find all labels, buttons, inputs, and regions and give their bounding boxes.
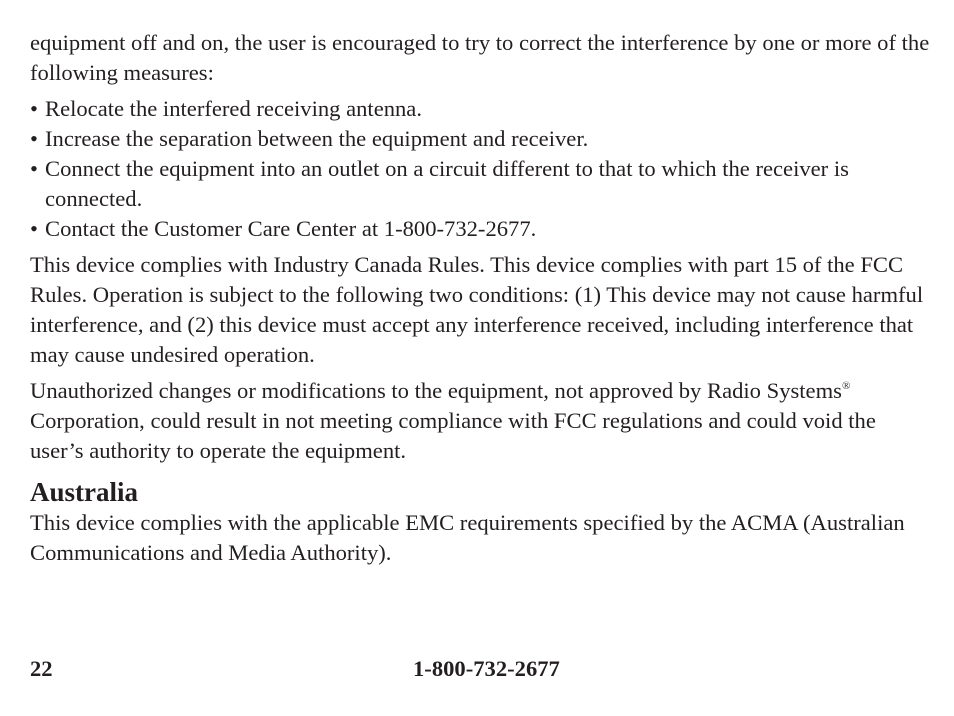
measure-text: Relocate the interfered receiving antenna. bbox=[45, 96, 422, 121]
australia-paragraph: This device complies with the applicable EMC requirements specified by the ACMA (Australian Communications and Media Authority). bbox=[30, 510, 905, 565]
list-item bbox=[30, 124, 930, 154]
measure-text: Increase the separation between the equipment and receiver. bbox=[45, 126, 589, 151]
list-item bbox=[30, 94, 930, 124]
bullet-icon: • bbox=[30, 156, 38, 181]
page-number: 22 bbox=[30, 656, 53, 681]
measures-list bbox=[30, 94, 930, 244]
measure-text: Connect the equipment into an outlet on a circuit different to that to which the receiver is connected. bbox=[45, 156, 849, 211]
measure-text: Contact the Customer Care Center at 1-800-732-2677. bbox=[45, 216, 537, 241]
unauthorized-paragraph bbox=[30, 376, 930, 466]
list-item bbox=[30, 154, 930, 214]
unauthorized-text-part2: Corporation, could result in not meeting compliance with FCC regulations and could void the user’s authority to operate the equipment. bbox=[30, 408, 876, 463]
australia-heading: Australia bbox=[30, 477, 138, 507]
page-content bbox=[30, 28, 930, 574]
intro-paragraph: equipment off and on, the user is encouraged to try to correct the interference by one or more of the following measures: bbox=[30, 30, 930, 85]
bullet-icon: • bbox=[30, 126, 38, 151]
bullet-icon: • bbox=[30, 216, 38, 241]
compliance-paragraph: This device complies with Industry Canada Rules. This device complies with part 15 of the FCC Rules. Operation is subject to the following two conditions: (1) This device may not cause harmful interference, and (2) this device must accept any interference received, including interference that may cause undesired operation. bbox=[30, 252, 924, 367]
unauthorized-text-part1: Unauthorized changes or modifications to the equipment, not approved by Radio Systems bbox=[30, 378, 842, 403]
list-item bbox=[30, 214, 930, 244]
bullet-icon: • bbox=[30, 96, 38, 121]
registered-mark: ® bbox=[841, 380, 851, 392]
footer-phone-number: 1-800-732-2677 bbox=[413, 656, 560, 681]
